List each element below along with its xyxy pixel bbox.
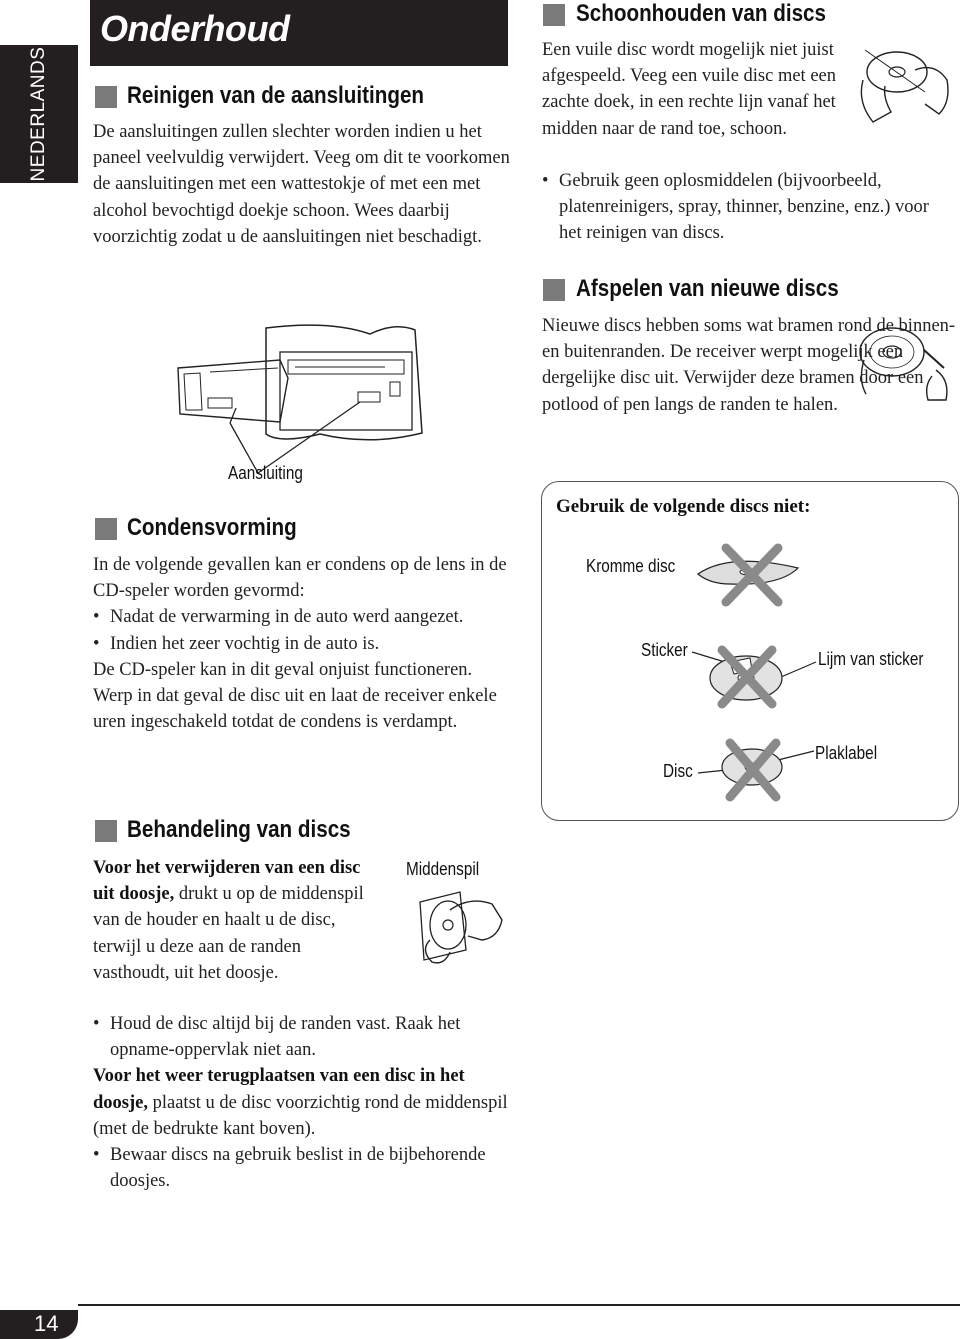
- heading-schoonhouden: Schoonhouden van discs: [576, 0, 827, 27]
- bullet-item: • Gebruik geen oplosmiddelen (bijvoorbeeld, platenreinigers, spray, thinner, benzine, enz.) voor het reinigen van discs.: [542, 168, 952, 247]
- language-tab-label: NEDERLANDS: [28, 46, 49, 182]
- reinigen-text: De aansluitingen zullen slechter worden indien u het paneel veelvuldig verwijdert. Veeg om dit te voorkomen de aansluitingen met een wattestokje of met een met alcohol bevochtigd doekje schoon. Wees daarbij voorzichtig zodat u de aansluitingen niet beschadigt.: [93, 122, 510, 247]
- bullet-item: • Nadat de verwarming in de auto werd aangezet.: [93, 604, 511, 630]
- heading-marker: [95, 518, 117, 540]
- receiver-connector-illustration: [170, 318, 440, 493]
- disc-case-hand-illustration: [410, 880, 510, 970]
- schoonhouden-text: Een vuile disc wordt mogelijk niet juist afgespeeld. Veeg een vuile disc met een zachte doek, in een rechte lijn vanaf het midden naar de rand toe, schoon.: [542, 40, 836, 139]
- heading-afspelen: Afspelen van nieuwe discs: [576, 275, 839, 302]
- page-number: 14: [34, 1311, 59, 1336]
- schoonhouden-bullet: [542, 168, 952, 247]
- heading-condensvorming: Condensvorming: [127, 514, 297, 541]
- label-disc: Disc: [663, 761, 693, 781]
- behandeling-text-2: • Houd de disc altijd bij de randen vast. Raak het opname-oppervlak niet aan. Voor het weer terugplaatsen van een disc in het doosje, plaatst u de disc voorzichtig rond de middenspil (met de bedrukte kant boven). • Bewaar discs na gebruik beslist in de bijbehorende doosjes.: [93, 1011, 511, 1194]
- label-plaklabel: Plaklabel: [815, 743, 878, 763]
- page-number-tab: [0, 1310, 78, 1339]
- page-title-bar: [90, 0, 508, 66]
- behandeling-text-1: Voor het verwijderen van een disc uit doosje, drukt u op de middenspil van de houder en haalt u de disc, terwijl u deze aan de randen vasthoudt, uit het doosje.: [93, 858, 364, 983]
- bullet-item: • Bewaar discs na gebruik beslist in de bijbehorende doosjes.: [93, 1142, 511, 1194]
- footer-rule: [78, 1304, 960, 1306]
- bullet-item: • Houd de disc altijd bij de randen vast. Raak het opname-oppervlak niet aan.: [93, 1011, 511, 1063]
- heading-behandeling: Behandeling van discs: [127, 816, 351, 843]
- label-disc-illustration: [690, 735, 820, 805]
- label-lijm-van-sticker: Lijm van sticker: [818, 649, 924, 669]
- label-sticker: Sticker: [641, 640, 688, 660]
- box-heading: Gebruik de volgende discs niet:: [556, 496, 811, 517]
- condensvorming-text: In de volgende gevallen kan er condens op de lens in de CD-speler worden gevormd: • Nadat de verwarming in de auto werd aangezet. • Indien het zeer vochtig in de auto is. De CD-speler kan in dit geval onjuist functioneren. Werp in dat geval de disc uit en laat de receiver enkele uren ingeschakeld totdat de condens is verdampt.: [93, 552, 511, 735]
- heading-marker: [95, 820, 117, 842]
- afspelen-text: Nieuwe discs hebben soms wat bramen rond de binnen- en buitenranden. De receiver werpt mogelijk een dergelijke disc uit. Verwijder deze bramen door een potlood of pen langs de randen te halen.: [542, 316, 956, 415]
- sticker-disc-illustration: [690, 640, 820, 710]
- label-aansluiting: Aansluiting: [228, 463, 303, 483]
- heading-reinigen: Reinigen van de aansluitingen: [127, 82, 425, 109]
- language-tab: [0, 45, 78, 183]
- heading-marker: [543, 4, 565, 26]
- disc-pencil-illustration: [852, 320, 958, 405]
- heading-marker: [95, 86, 117, 108]
- page-title: Onderhoud: [100, 8, 290, 49]
- heading-marker: [543, 279, 565, 301]
- warped-disc-illustration: [690, 540, 810, 610]
- label-kromme-disc: Kromme disc: [586, 556, 676, 576]
- label-middenspil: Middenspil: [406, 859, 480, 879]
- bullet-item: • Indien het zeer vochtig in de auto is.: [93, 631, 511, 657]
- disc-cleaning-illustration: [855, 42, 955, 132]
